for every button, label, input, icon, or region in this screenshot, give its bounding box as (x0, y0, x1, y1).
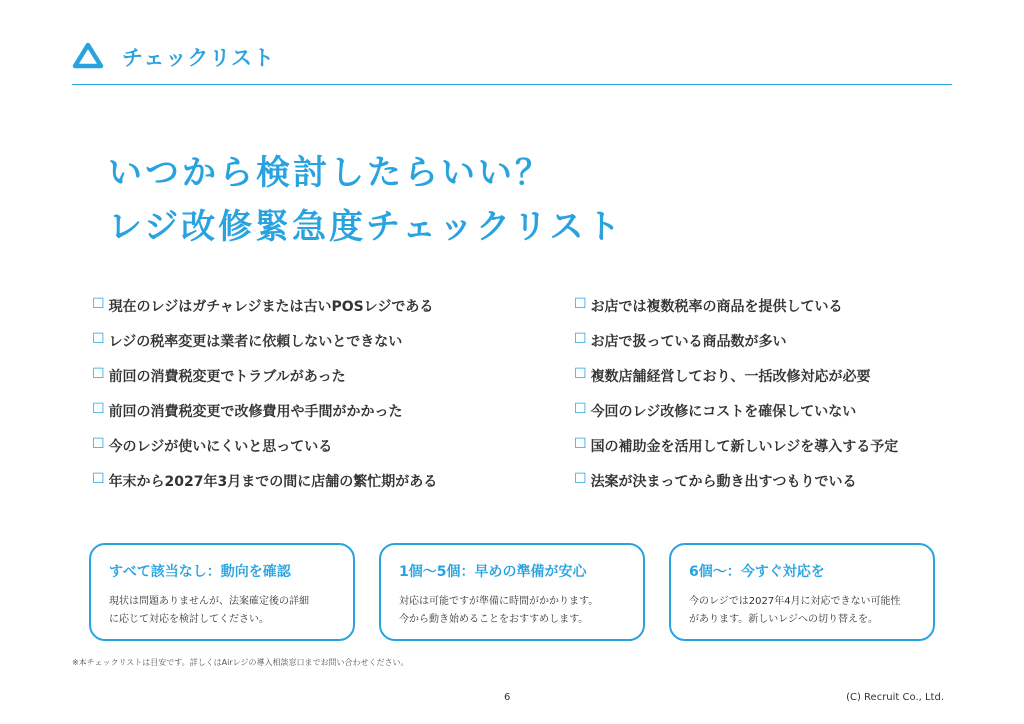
checklist-item-label: 今回のレジ改修にコストを確保していない (590, 404, 857, 420)
checklist-item-label: 複数店舗経営しており、一括改修対応が必要 (590, 369, 871, 385)
checklist-item[interactable] (574, 436, 898, 471)
checklist-item[interactable] (574, 331, 898, 366)
checklist-right-column (574, 296, 898, 506)
card-body-line: 今から動き始めることをおすすめします。 (399, 614, 589, 625)
checklist-item[interactable] (92, 331, 437, 366)
checkbox-icon[interactable]: ☐ (574, 471, 587, 487)
triangle-logo-icon (72, 42, 104, 70)
checklist-item-label: お店で扱っている商品数が多い (590, 334, 787, 350)
checkbox-icon[interactable]: ☐ (574, 436, 587, 452)
checklist-item-label: 現在のレジはガチャレジまたは古いPOSレジである (108, 299, 434, 315)
checkbox-icon[interactable]: ☐ (92, 436, 105, 452)
checklist-item[interactable] (92, 471, 437, 506)
page-number: 6 (504, 692, 511, 703)
card-body (109, 593, 353, 629)
checkbox-icon[interactable]: ☐ (92, 296, 105, 312)
card-body-line: に応じて対応を検討してください。 (109, 614, 269, 625)
checklist-item[interactable] (92, 436, 437, 471)
checkbox-icon[interactable]: ☐ (92, 401, 105, 417)
checklist-item-label: 前回の消費税変更で改修費用や手間がかかった (108, 404, 403, 420)
card-title: すべて該当なし：動向を確認 (109, 564, 291, 580)
card-body-line: 対応は可能ですが準備に時間がかかります。 (399, 596, 599, 607)
header-title: チェックリスト (122, 46, 275, 70)
checklist-item-label: お店では複数税率の商品を提供している (590, 299, 843, 315)
card-body-line: 今のレジでは2027年4月に対応できない可能性 (689, 596, 901, 607)
checklist-item[interactable] (574, 366, 898, 401)
card-body-line: があります。新しいレジへの切り替えを。 (689, 614, 878, 625)
card-title: 6個〜：今すぐ対応を (689, 564, 825, 580)
card-body (689, 593, 933, 629)
checklist-item[interactable] (574, 401, 898, 436)
checklist-item-label: レジの税率変更は業者に依頼しないとできない (108, 334, 403, 350)
checkbox-icon[interactable]: ☐ (574, 401, 587, 417)
result-card-six-plus (669, 543, 935, 641)
checkbox-icon[interactable]: ☐ (92, 366, 105, 382)
card-body-line: 現状は問題ありませんが、法案確定後の詳細 (109, 596, 309, 607)
footnote: ※本チェックリストは目安です。詳しくはAirレジの導入相談窓口までお問い合わせください。 (72, 658, 409, 667)
checklist-item[interactable] (92, 366, 437, 401)
checklist-item-label: 今のレジが使いにくいと思っている (108, 439, 333, 455)
checklist-item-label: 年末から2027年3月までの間に店舗の繁忙期がある (108, 474, 438, 490)
result-card-none (89, 543, 355, 641)
page-title (108, 146, 623, 254)
copyright: (C) Recruit Co., Ltd. (846, 692, 944, 703)
checklist-left-column (92, 296, 437, 506)
page-title-line1: いつから検討したらいい？ (108, 153, 552, 193)
checklist-item-label: 法案が決まってから動き出すつもりでいる (590, 474, 857, 490)
result-card-one-to-five (379, 543, 645, 641)
checklist-item-label: 前回の消費税変更でトラブルがあった (108, 369, 346, 385)
checklist-item[interactable] (92, 296, 437, 331)
checklist-item[interactable] (92, 401, 437, 436)
checklist-item-label: 国の補助金を活用して新しいレジを導入する予定 (590, 439, 899, 455)
page-header (72, 40, 952, 85)
card-title: 1個〜5個：早めの準備が安心 (399, 564, 587, 580)
checkbox-icon[interactable]: ☐ (574, 366, 587, 382)
checkbox-icon[interactable]: ☐ (92, 471, 105, 487)
checkbox-icon[interactable]: ☐ (574, 296, 587, 312)
checklist-item[interactable] (574, 296, 898, 331)
checkbox-icon[interactable]: ☐ (92, 331, 105, 347)
page-title-line2: レジ改修緊急度チェックリスト (108, 207, 624, 247)
checklist-item[interactable] (574, 471, 898, 506)
checkbox-icon[interactable]: ☐ (574, 331, 587, 347)
card-body (399, 593, 643, 629)
